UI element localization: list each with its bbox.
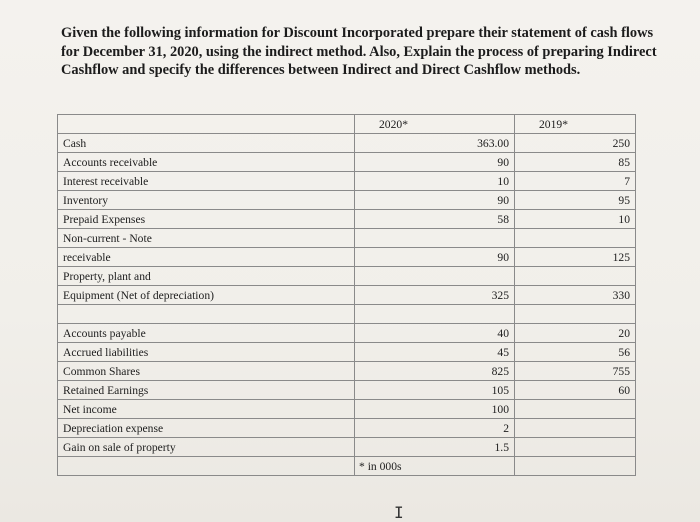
row-label: Gain on sale of property	[58, 438, 355, 457]
value-2019: 95	[515, 191, 636, 210]
value-2019: 330	[515, 286, 636, 305]
table-row	[58, 286, 636, 305]
row-label: receivable	[58, 248, 355, 267]
value-2019: 7	[515, 172, 636, 191]
value-2020: 2	[355, 419, 515, 438]
footnote-row	[58, 457, 636, 476]
value-2020: 325	[355, 286, 515, 305]
table-row	[58, 381, 636, 400]
value-2020: 40	[355, 324, 515, 343]
value-2020	[355, 267, 515, 286]
header-label-cell	[58, 115, 355, 134]
value-2020: 1.5	[355, 438, 515, 457]
row-label: Interest receivable	[58, 172, 355, 191]
value-2019	[515, 267, 636, 286]
table-row	[58, 134, 636, 153]
row-label: Common Shares	[58, 362, 355, 381]
row-label: Cash	[58, 134, 355, 153]
row-label: Prepaid Expenses	[58, 210, 355, 229]
value-2019: 85	[515, 153, 636, 172]
table-row	[58, 153, 636, 172]
row-label: Accrued liabilities	[58, 343, 355, 362]
value-2020: 58	[355, 210, 515, 229]
value-2019	[515, 229, 636, 248]
value-2020: 90	[355, 248, 515, 267]
value-2020	[355, 229, 515, 248]
table-row	[58, 229, 636, 248]
value-2020: 100	[355, 400, 515, 419]
question-text: Given the following information for Discount Incorporated prepare their statement of cash flows for December 31, 2020, using the indirect method. Also, Explain the process of preparing Indirect Cashflow and specify the differences between Indirect and Direct Cashflow methods.	[61, 25, 657, 78]
value-2019	[515, 419, 636, 438]
value-2020: 105	[355, 381, 515, 400]
row-label: Non-current - Note	[58, 229, 355, 248]
table-row	[58, 362, 636, 381]
table-row	[58, 400, 636, 419]
value-2019: 125	[515, 248, 636, 267]
row-label: Depreciation expense	[58, 419, 355, 438]
value-2020: 90	[355, 191, 515, 210]
table-row	[58, 305, 636, 324]
footnote-blank-2019	[515, 457, 636, 476]
table-row	[58, 438, 636, 457]
table-row	[58, 191, 636, 210]
row-label: Inventory	[58, 191, 355, 210]
table-row	[58, 172, 636, 191]
value-2020: 90	[355, 153, 515, 172]
value-2020: 45	[355, 343, 515, 362]
value-2019: 56	[515, 343, 636, 362]
footnote: * in 000s	[355, 457, 515, 476]
footnote-blank	[58, 457, 355, 476]
table-row	[58, 210, 636, 229]
table-row	[58, 267, 636, 286]
value-2020: 363.00	[355, 134, 515, 153]
value-2020	[355, 305, 515, 324]
value-2019: 20	[515, 324, 636, 343]
value-2020: 825	[355, 362, 515, 381]
row-label: Accounts receivable	[58, 153, 355, 172]
value-2019	[515, 305, 636, 324]
row-label	[58, 305, 355, 324]
value-2019: 10	[515, 210, 636, 229]
value-2019: 60	[515, 381, 636, 400]
table-row	[58, 419, 636, 438]
table-row	[58, 343, 636, 362]
row-label: Net income	[58, 400, 355, 419]
text-cursor-icon: I	[394, 503, 404, 522]
row-label: Property, plant and	[58, 267, 355, 286]
header-row	[58, 115, 636, 134]
table-row	[58, 248, 636, 267]
value-2020: 10	[355, 172, 515, 191]
header-2020: 2020*	[355, 115, 515, 134]
row-label: Retained Earnings	[58, 381, 355, 400]
value-2019	[515, 438, 636, 457]
table-row	[58, 324, 636, 343]
header-2019: 2019*	[515, 115, 636, 134]
row-label: Equipment (Net of depreciation)	[58, 286, 355, 305]
row-label: Accounts payable	[58, 324, 355, 343]
value-2019	[515, 400, 636, 419]
value-2019: 250	[515, 134, 636, 153]
balance-table	[57, 114, 636, 476]
value-2019: 755	[515, 362, 636, 381]
